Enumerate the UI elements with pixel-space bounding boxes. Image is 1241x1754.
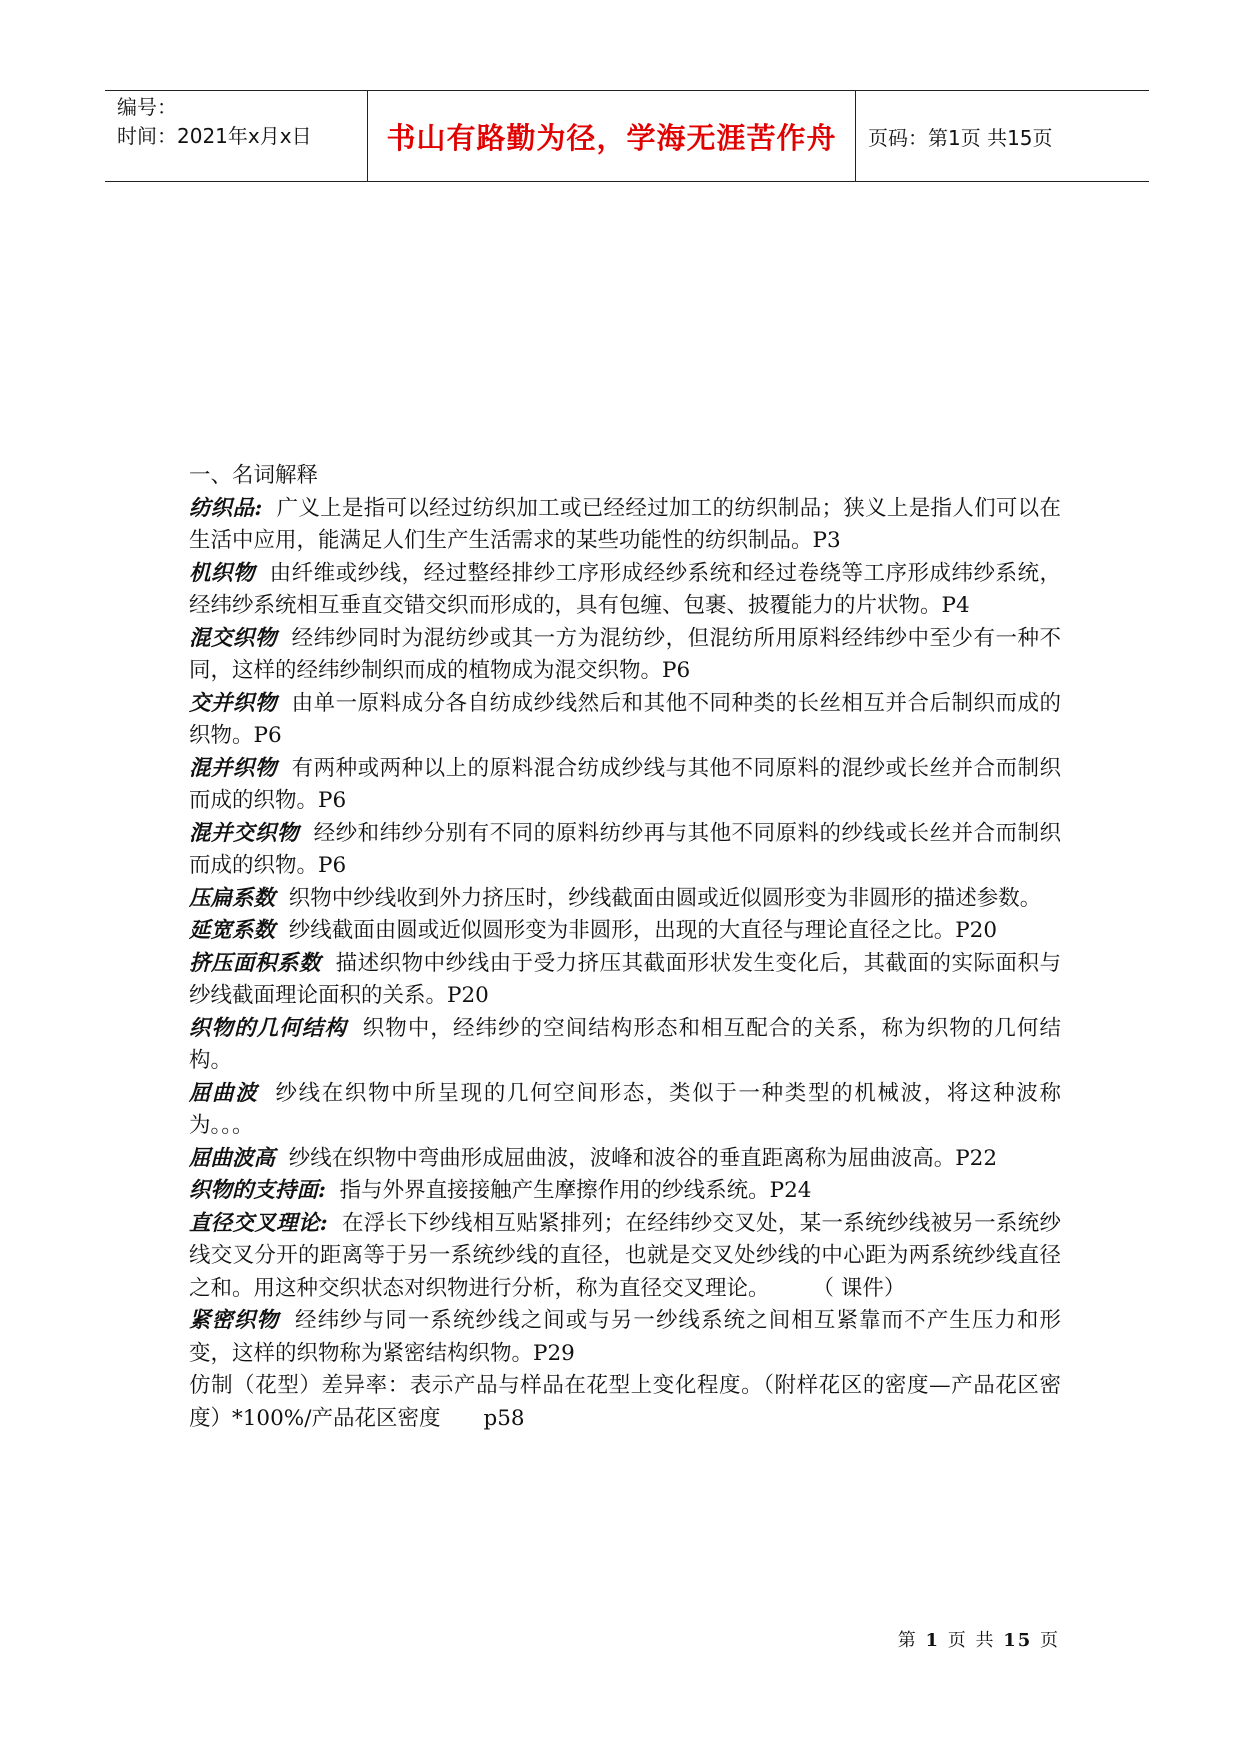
number-label: 编号： bbox=[117, 95, 177, 119]
definition-text: 有两种或两种以上的原料混合纺成纱线与其他不同原料的混纱或长丝并合而制织而成的织物。P6 bbox=[189, 755, 1061, 813]
definition-term: 屈曲波 bbox=[189, 1080, 259, 1106]
definition-entry bbox=[189, 623, 1061, 688]
definition-entry bbox=[189, 948, 1061, 1013]
page-footer bbox=[880, 1626, 1060, 1652]
definition-entry bbox=[189, 1175, 1061, 1208]
definition-entry bbox=[189, 493, 1061, 558]
definition-text: 纱线在织物中所呈现的几何空间形态，类似于一种类型的机械波，将这种波称为。。。 bbox=[189, 1080, 1061, 1138]
definition-term: 混并织物 bbox=[189, 755, 277, 781]
definition-term: 挤压面积系数 bbox=[189, 950, 321, 976]
definition-entry bbox=[189, 1013, 1061, 1078]
definition-term: 织物的支持面 bbox=[189, 1178, 319, 1203]
definition-text: 广义上是指可以经过纺织加工或已经经过加工的纺织制品；狭义上是指人们可以在生活中应用，能满足人们生产生活需求的某些功能性的纺织制品。P3 bbox=[189, 495, 1061, 553]
definition-term: 直径交叉理论 bbox=[189, 1210, 320, 1236]
definition-entry bbox=[189, 1078, 1061, 1143]
definition-entry bbox=[189, 1208, 1061, 1306]
footer-suffix: 页 bbox=[1040, 1630, 1060, 1651]
page-info-text: 页码：第1页 共15页 bbox=[868, 125, 1053, 150]
definition-text: 纱线在织物中弯曲形成屈曲波，波峰和波谷的垂直距离称为屈曲波高。P22 bbox=[288, 1145, 998, 1171]
definition-text: 经纱和纬纱分别有不同的原料纺纱再与其他不同原料的纱线或长丝并合而制织而成的织物。P6 bbox=[189, 820, 1061, 878]
document-body bbox=[189, 460, 1061, 1435]
definition-term: 混并交织物 bbox=[189, 820, 299, 846]
motto-cell bbox=[368, 91, 856, 181]
definition-text: 描述织物中纱线由于受力挤压其截面形状发生变化后，其截面的实际面积与纱线截面理论面积的关系。P20 bbox=[189, 950, 1061, 1008]
motto-text: 书山有路勤为径，学海无涯苦作舟 bbox=[386, 120, 837, 155]
definition-term: 机织物 bbox=[189, 560, 255, 586]
definition-text: 织物中纱线收到外力挤压时，纱线截面由圆或近似圆形变为非圆形的描述参数。 bbox=[288, 885, 1042, 911]
definition-term: 交并织物 bbox=[189, 690, 277, 716]
definition-text: 由纤维或纱线，经过整经排纱工序形成经纱系统和经过卷绕等工序形成纬纱系统，经纬纱系统相互垂直交错交织而形成的，具有包缠、包裹、披覆能力的片状物。P4 bbox=[189, 560, 1061, 618]
term-separator: : bbox=[319, 1210, 328, 1236]
definition-entry bbox=[189, 558, 1061, 623]
footer-middle: 页 共 bbox=[947, 1630, 996, 1651]
definition-term: 织物的几何结构 bbox=[189, 1015, 347, 1041]
footer-prefix: 第 bbox=[897, 1630, 918, 1651]
definition-entry bbox=[189, 1305, 1061, 1370]
definition-entry bbox=[189, 818, 1061, 883]
header-table bbox=[105, 90, 1149, 182]
definition-entry bbox=[189, 883, 1061, 916]
footer-page-number: 1 bbox=[925, 1630, 940, 1651]
term-separator: : bbox=[318, 1178, 326, 1203]
definition-entry bbox=[189, 753, 1061, 818]
definition-term: 屈曲波高 bbox=[189, 1145, 276, 1171]
definition-text: 纱线截面由圆或近似圆形变为非圆形，出现的大直径与理论直径之比。P20 bbox=[288, 918, 998, 943]
definition-term: 混交织物 bbox=[189, 625, 277, 651]
definition-text: 经纬纱同时为混纺纱或其一方为混纺纱，但混纺所用原料经纬纱中至少有一种不同，这样的经纬纱制织而成的植物成为混交织物。P6 bbox=[189, 625, 1061, 683]
definition-term: 紧密织物 bbox=[189, 1308, 280, 1333]
definition-text: 指与外界直接接触产生摩擦作用的纱线系统。P24 bbox=[339, 1178, 812, 1203]
footer-total-pages: 15 bbox=[1003, 1630, 1033, 1651]
last-paragraph: 仿制（花型）差异率：表示产品与样品在花型上变化程度。（附样花区的密度—产品花区密度）*100%/产品花区密度 p58 bbox=[189, 1373, 1061, 1431]
page-info-cell bbox=[856, 91, 1149, 181]
definition-term: 压扁系数 bbox=[189, 885, 276, 911]
time-label: 时间：2021年x月x日 bbox=[117, 124, 312, 148]
definition-text: 经纬纱与同一系统纱线之间或与另一纱线系统之间相互紧靠而不产生压力和形变，这样的织物称为紧密结构织物。P29 bbox=[189, 1308, 1061, 1366]
section-title: 一、名词解释 bbox=[189, 463, 319, 488]
definition-entry bbox=[189, 688, 1061, 753]
definition-term: 纺织品 bbox=[189, 495, 255, 521]
term-separator: : bbox=[254, 495, 263, 521]
header-left-cell bbox=[105, 91, 368, 181]
definition-text: 织物中，经纬纱的空间结构形态和相互配合的关系，称为织物的几何结构。 bbox=[189, 1015, 1061, 1073]
definition-text: 由单一原料成分各自纺成纱线然后和其他不同种类的长丝相互并合后制织而成的织物。P6 bbox=[189, 690, 1061, 748]
definition-text: 在浮长下纱线相互贴紧排列；在经纬纱交叉处，某一系统纱线被另一系统纱线交叉分开的距离等于另一系统纱线的直径，也就是交叉处纱线的中心距为两系统纱线直径之和。用这种交织状态对织物进行分析，称为直径交叉理论。 （ 课件） bbox=[189, 1210, 1061, 1301]
definition-entry bbox=[189, 915, 1061, 948]
definition-entry bbox=[189, 1143, 1061, 1176]
definition-term: 延宽系数 bbox=[189, 918, 276, 943]
